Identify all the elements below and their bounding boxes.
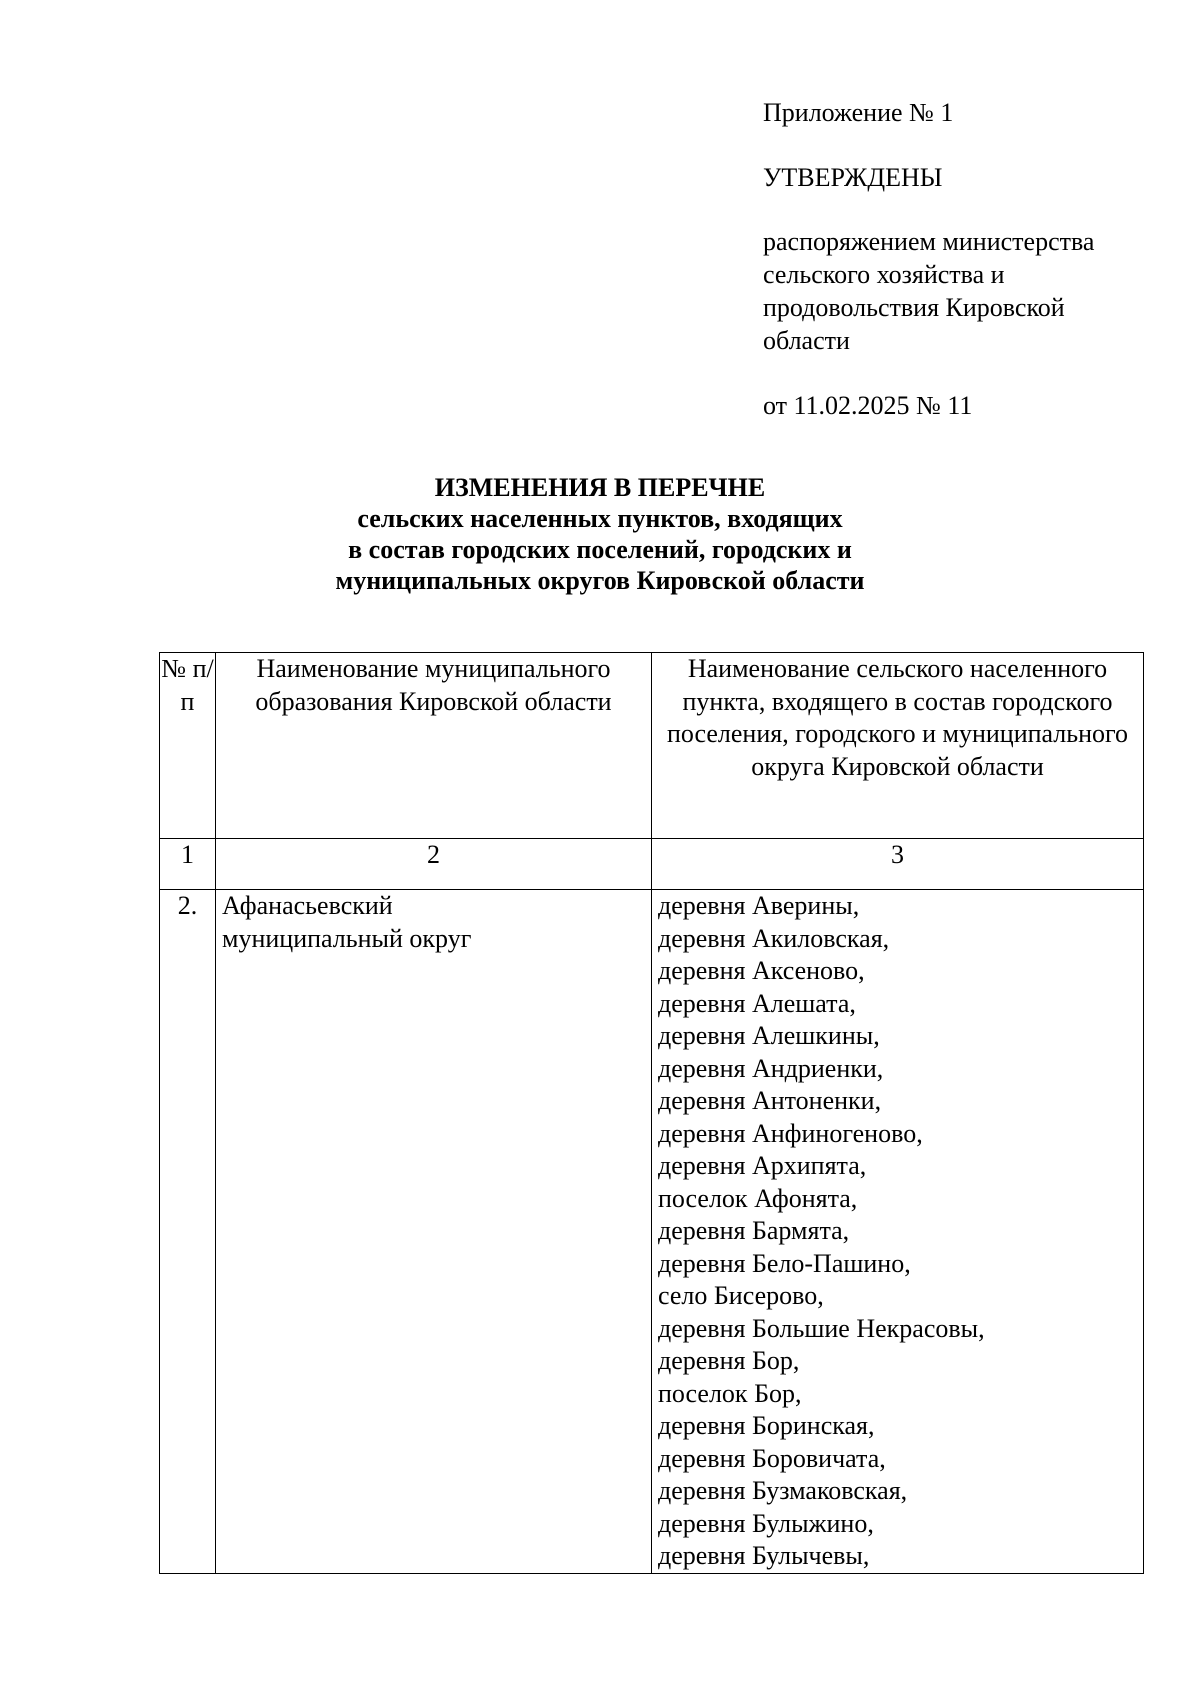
settlement-item: деревня Боринская, [658,1411,875,1440]
approval-basis-line: области [763,326,850,355]
settlement-item: деревня Акиловская, [658,923,890,953]
settlement-item: деревня Анфиногеново, [658,1118,923,1148]
header-number: № п/п [160,653,216,839]
approved-label: УТВЕРЖДЕНЫ [763,163,943,192]
title-line: муниципальных округов Кировской области [335,566,865,595]
approval-basis-line: продовольствия Кировской [763,293,1065,322]
settlement-item: деревня Алешата, [658,988,856,1018]
table-row [160,890,1144,1574]
column-number: 1 [160,839,216,890]
settlement-item: деревня Антоненки, [658,1086,882,1115]
row-number: 2. [160,890,216,1574]
settlement-item: деревня Аксеново, [658,956,865,985]
settlements-table [159,652,1144,1574]
settlement-item: деревня Бармята, [658,1216,850,1245]
row-municipality [216,890,652,1574]
appendix-label: Приложение № 1 [763,98,954,127]
table-column-numbers-row [160,839,1144,890]
row-settlements [652,890,1144,1574]
settlement-item: деревня Бузмаковская, [658,1476,908,1505]
approval-basis-line: распоряжением министерства [763,227,1095,256]
settlement-item: поселок Бор, [658,1378,802,1408]
approval-date-number: от 11.02.2025 № 11 [763,391,973,420]
document-title [0,472,1200,596]
column-number: 2 [216,839,652,890]
settlement-item: деревня Боровичата, [658,1443,886,1473]
approval-basis-line: сельского хозяйства и [763,260,1005,289]
municipality-line: Афанасьевский [222,891,393,920]
settlement-item: село Бисерово, [658,1281,824,1310]
settlement-item: деревня Булычевы, [658,1541,870,1570]
column-number: 3 [652,839,1144,890]
title-line: сельских населенных пунктов, входящих [357,504,843,533]
settlement-item: деревня Бор, [658,1346,800,1375]
approval-basis [763,225,1163,357]
settlement-item: деревня Булыжино, [658,1508,874,1538]
approval-block [763,96,1163,422]
header-municipality: Наименование муниципального образования Кировской области [216,653,652,839]
settlement-item: деревня Алешкины, [658,1021,880,1050]
settlement-item: деревня Андриенки, [658,1053,884,1083]
title-line: ИЗМЕНЕНИЯ В ПЕРЕЧНЕ [434,473,766,502]
settlement-item: деревня Бело-Пашино, [658,1248,911,1278]
settlement-item: деревня Архипята, [658,1151,867,1180]
table-header-row [160,653,1144,839]
settlement-item: деревня Большие Некрасовы, [658,1313,985,1343]
municipality-line: муниципальный округ [222,923,472,953]
header-settlement: Наименование сельского населенного пункта, входящего в состав городского поселения, городского и муниципального округа Кировской области [652,653,1144,839]
settlement-item: деревня Аверины, [658,891,860,920]
settlement-item: поселок Афонята, [658,1183,858,1213]
title-line: в состав городских поселений, городских и [348,535,852,564]
